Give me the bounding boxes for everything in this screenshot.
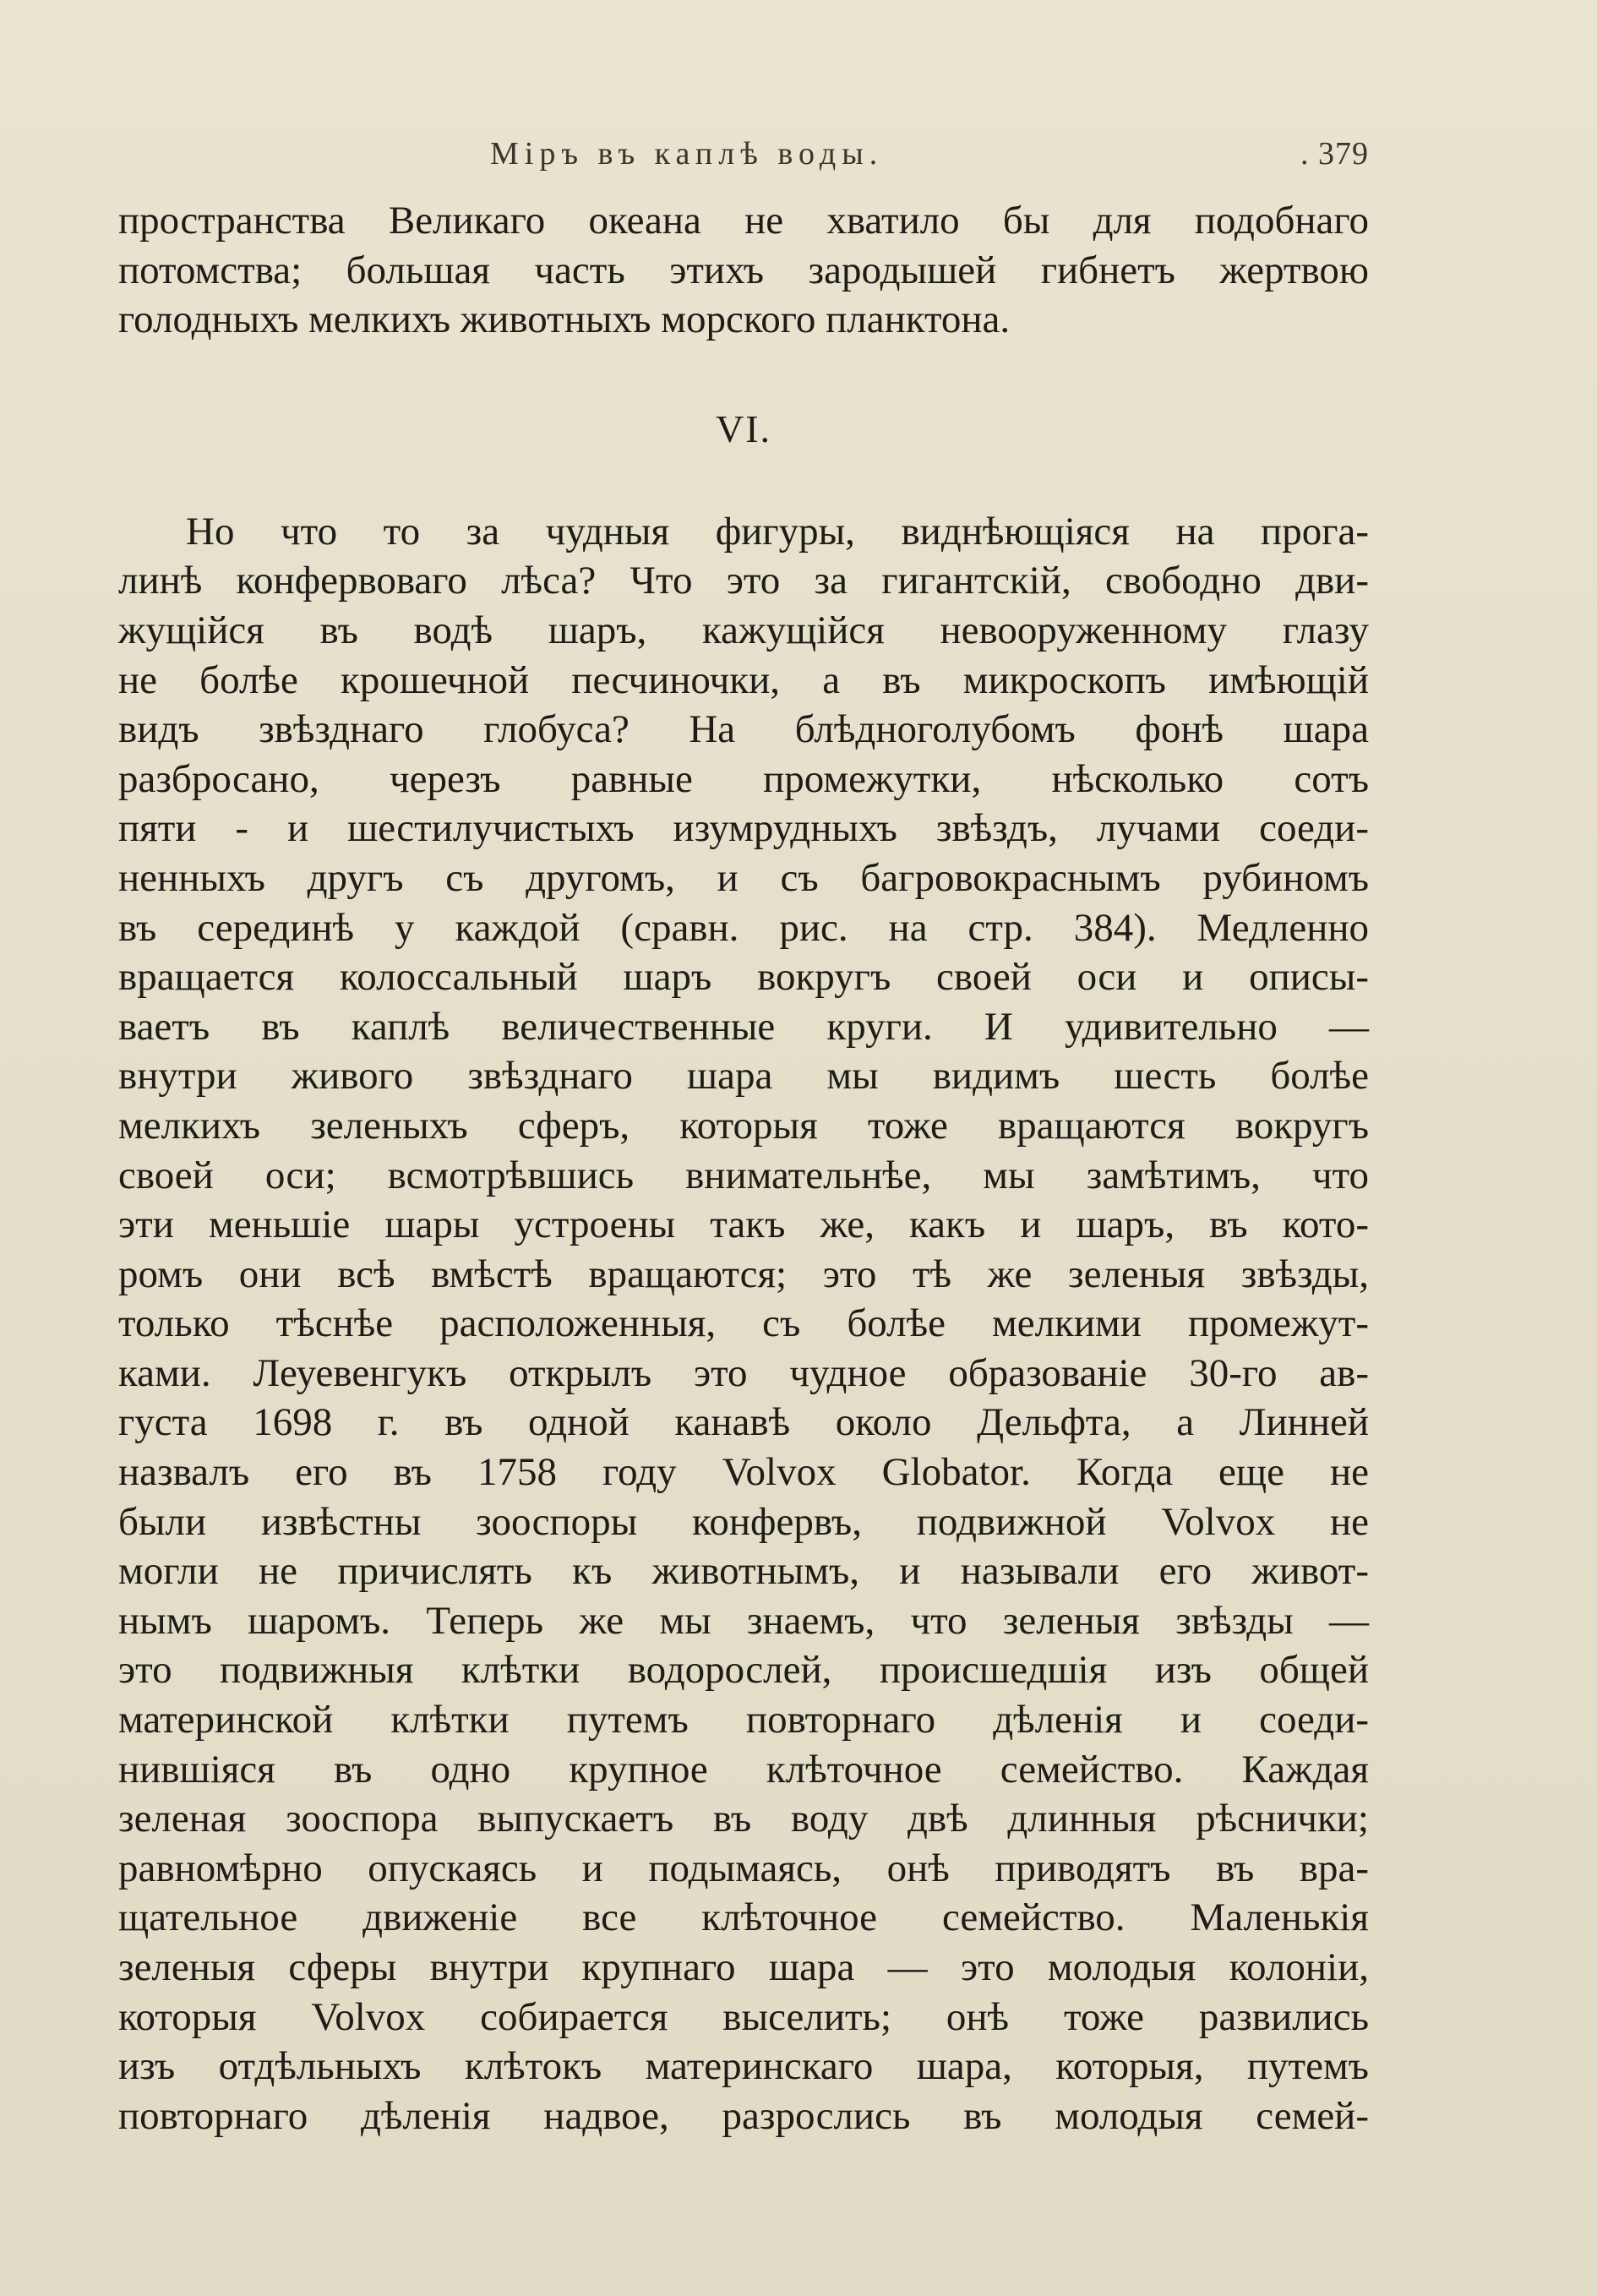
text-line: щательное движеніе все клѣточное семейство. Маленькія	[118, 1895, 1369, 1940]
text-line: нымъ шаромъ. Теперь же мы знаемъ, что зеленыя звѣзды —	[118, 1598, 1369, 1643]
text-line: только тѣснѣе расположенныя, съ болѣе мелкими промежут-	[118, 1301, 1369, 1346]
text-line: мелкихъ зеленыхъ сферъ, которыя тоже вращаются вокругъ	[118, 1103, 1369, 1148]
running-head	[118, 135, 1369, 186]
text-line: въ серединѣ у каждой (сравн. рис. на стр. 384). Медленно	[118, 905, 1369, 950]
text-line: линѣ конфервоваго лѣса? Что это за гигантскій, свободно дви-	[118, 559, 1369, 603]
text-line: нившіяся въ одно крупное клѣточное семейство. Каждая	[118, 1747, 1369, 1792]
text-line: вращается колоссальный шаръ вокругъ своей оси и описы-	[118, 955, 1369, 1000]
text-line: зеленая зооспора выпускаетъ въ воду двѣ длинныя рѣснички;	[118, 1797, 1369, 1841]
text-line: материнской клѣтки путемъ повторнаго дѣленія и соеди-	[118, 1698, 1369, 1742]
text-line: эти меньшіе шары устроены такъ же, какъ и шаръ, въ кото-	[118, 1203, 1369, 1247]
text-line: ненныхъ другъ съ другомъ, и съ багровокраснымъ рубиномъ	[118, 855, 1369, 900]
section-heading: VI.	[715, 406, 772, 450]
body-text	[118, 196, 1369, 2141]
text-line: пространства Великаго океана не хватило бы для подобнаго	[118, 199, 1369, 243]
text-line: ромъ они всѣ вмѣстѣ вращаются; это тѣ же зеленыя звѣзды,	[118, 1252, 1369, 1296]
running-head-title: Міръ въ каплѣ воды.	[490, 136, 884, 172]
text-line: это подвижныя клѣтки водорослей, происшедшія изъ общей	[118, 1648, 1369, 1693]
text-line: видъ звѣзднаго глобуса? На блѣдноголубомъ фонѣ шара	[118, 707, 1369, 752]
text-line: изъ отдѣльныхъ клѣтокъ материнскаго шара, которыя, путемъ	[118, 2044, 1369, 2089]
text-line: потомства; большая часть этихъ зародышей гибнетъ жертвою	[118, 248, 1369, 292]
text-line: которыя Volvox собирается выселить; онѣ тоже развились	[118, 1994, 1369, 2039]
text-line: ваетъ въ каплѣ величественные круги. И удивительно —	[118, 1004, 1369, 1049]
text-line: голодныхъ мелкихъ животныхъ морского планктона.	[118, 297, 1011, 342]
paragraph-main	[118, 507, 1369, 2141]
text-line: ками. Леуевенгукъ открылъ это чудное образованіе 30-го ав-	[118, 1350, 1369, 1395]
text-line: Но что то за чудныя фигуры, виднѣющіяся на прога-	[186, 509, 1369, 554]
text-line: пяти - и шестилучистыхъ изумрудныхъ звѣздъ, лучами соеди-	[118, 806, 1369, 851]
text-line: разбросано, черезъ равные промежутки, нѣсколько сотъ	[118, 756, 1369, 801]
text-line: могли не причислять къ животнымъ, и называли его живот-	[118, 1549, 1369, 1594]
text-line: повторнаго дѣленія надвое, разрослись въ молодыя семей-	[118, 2093, 1369, 2138]
text-line: были извѣстны зооспоры конфервъ, подвижной Volvox не	[118, 1499, 1369, 1544]
text-line: назвалъ его въ 1758 году Volvox Globator. Когда еще не	[118, 1450, 1369, 1495]
text-line: внутри живого звѣзднаго шара мы видимъ шесть болѣе	[118, 1054, 1369, 1099]
text-line: жущійся въ водѣ шаръ, кажущійся невооруженному глазу	[118, 608, 1369, 652]
text-line: зеленыя сферы внутри крупнаго шара — это молодыя колоніи,	[118, 1945, 1369, 1989]
paragraph-continued	[118, 196, 1369, 345]
text-line: не болѣе крошечной песчиночки, а въ микроскопъ имѣющій	[118, 657, 1369, 702]
text-line: своей оси; всмотрѣвшись внимательнѣе, мы замѣтимъ, что	[118, 1153, 1369, 1197]
page-number: . 379	[1300, 136, 1369, 172]
text-line: густа 1698 г. въ одной канавѣ около Дельфта, а Линней	[118, 1400, 1369, 1445]
text-line: равномѣрно опускаясь и подымаясь, онѣ приводятъ въ вра-	[118, 1846, 1369, 1890]
